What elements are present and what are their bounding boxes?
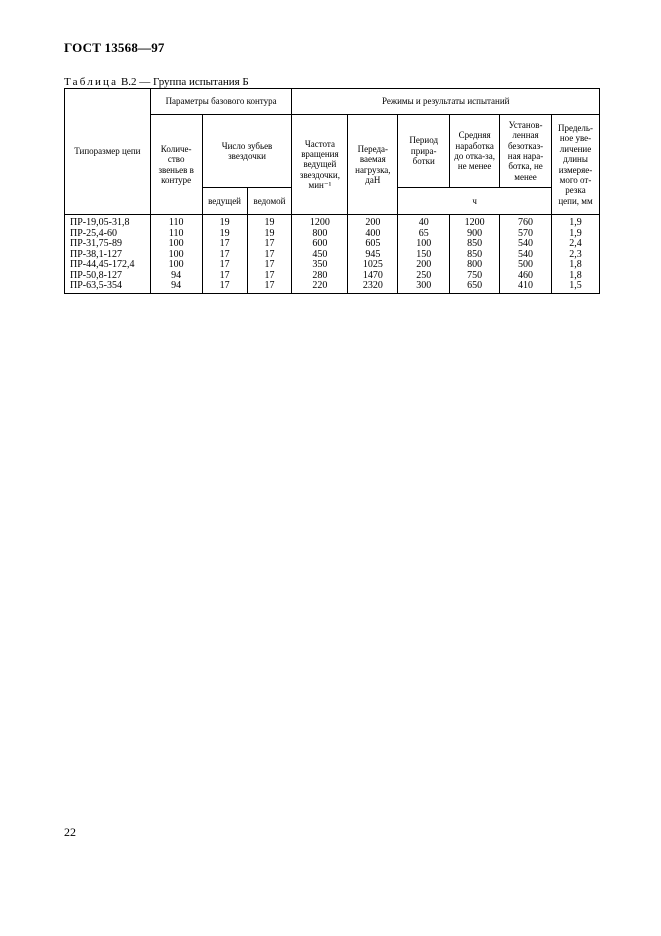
cell-driven-teeth: 17	[247, 271, 292, 282]
cell-running-in: 100	[398, 239, 450, 250]
header-base-contour: Параметры базового контура	[150, 89, 292, 115]
cell-reliable-time: 570	[500, 229, 552, 240]
header-driven-sprocket: ведомой	[247, 188, 292, 215]
cell-chain-type: ПР-31,75-89	[65, 239, 151, 250]
cell-elongation: 1,8	[552, 260, 600, 271]
cell-frequency: 1200	[292, 215, 348, 229]
cell-mean-time: 750	[450, 271, 500, 282]
cell-mean-time: 850	[450, 250, 500, 261]
cell-chain-type: ПР-25,4-60	[65, 229, 151, 240]
cell-links: 100	[150, 260, 202, 271]
cell-mean-time: 900	[450, 229, 500, 240]
cell-load: 400	[348, 229, 398, 240]
cell-chain-type: ПР-50,8-127	[65, 271, 151, 282]
header-driving-sprocket: ведущей	[202, 188, 247, 215]
cell-running-in: 65	[398, 229, 450, 240]
cell-driven-teeth: 17	[247, 260, 292, 271]
cell-reliable-time: 540	[500, 239, 552, 250]
cell-elongation: 2,4	[552, 239, 600, 250]
cell-driven-teeth: 17	[247, 281, 292, 293]
cell-links: 94	[150, 271, 202, 282]
cell-load: 2320	[348, 281, 398, 293]
cell-frequency: 600	[292, 239, 348, 250]
cell-driving-teeth: 17	[202, 281, 247, 293]
table-row	[65, 260, 600, 271]
header-transmitted-load: Переда-ваемая нагрузка, даН	[348, 115, 398, 215]
cell-elongation: 2,3	[552, 250, 600, 261]
cell-load: 1470	[348, 271, 398, 282]
cell-elongation: 1,8	[552, 271, 600, 282]
cell-running-in: 300	[398, 281, 450, 293]
table-caption-label: Таблица	[64, 76, 119, 88]
cell-mean-time: 800	[450, 260, 500, 271]
header-teeth-count: Число зубьев звездочки	[202, 115, 292, 188]
header-running-in-period: Период прира-ботки	[398, 115, 450, 188]
header-link-count: Количе-ство звеньев в контуре	[150, 115, 202, 215]
header-rotation-frequency: Частота вращения ведущей звездочки, мин⁻¹	[292, 115, 348, 215]
cell-frequency: 800	[292, 229, 348, 240]
cell-driven-teeth: 17	[247, 239, 292, 250]
cell-reliable-time: 760	[500, 215, 552, 229]
cell-load: 1025	[348, 260, 398, 271]
cell-elongation: 1,5	[552, 281, 600, 293]
page-number: 22	[64, 825, 76, 839]
cell-load: 605	[348, 239, 398, 250]
cell-elongation: 1,9	[552, 215, 600, 229]
cell-load: 945	[348, 250, 398, 261]
table-row	[65, 239, 600, 250]
test-results-table	[64, 88, 600, 294]
cell-driven-teeth: 17	[247, 250, 292, 261]
cell-elongation: 1,9	[552, 229, 600, 240]
header-test-modes: Режимы и результаты испытаний	[292, 89, 600, 115]
cell-driving-teeth: 17	[202, 250, 247, 261]
header-type-size: Типоразмер цепи	[65, 89, 151, 215]
cell-frequency: 220	[292, 281, 348, 293]
cell-reliable-time: 460	[500, 271, 552, 282]
header-max-elongation: Предель-ное уве-личение длины измеряе-мого от-резка цепи, мм	[552, 115, 600, 215]
cell-links: 110	[150, 229, 202, 240]
cell-running-in: 200	[398, 260, 450, 271]
cell-reliable-time: 540	[500, 250, 552, 261]
cell-chain-type: ПР-63,5-354	[65, 281, 151, 293]
header-reliable-operating-time: Установ-ленная безотказ-ная нара-ботка, не менее	[500, 115, 552, 188]
cell-driving-teeth: 19	[202, 229, 247, 240]
cell-chain-type: ПР-44,45-172,4	[65, 260, 151, 271]
cell-frequency: 450	[292, 250, 348, 261]
cell-chain-type: ПР-19,05-31,8	[65, 215, 151, 229]
cell-frequency: 280	[292, 271, 348, 282]
cell-load: 200	[348, 215, 398, 229]
table-caption-title: В.2 — Группа испытания Б	[118, 76, 249, 88]
cell-driving-teeth: 19	[202, 215, 247, 229]
cell-driving-teeth: 17	[202, 271, 247, 282]
cell-driving-teeth: 17	[202, 260, 247, 271]
cell-driven-teeth: 19	[247, 229, 292, 240]
cell-frequency: 350	[292, 260, 348, 271]
table-caption	[64, 76, 249, 88]
cell-driving-teeth: 17	[202, 239, 247, 250]
cell-links: 94	[150, 281, 202, 293]
cell-mean-time: 1200	[450, 215, 500, 229]
cell-reliable-time: 410	[500, 281, 552, 293]
cell-links: 100	[150, 239, 202, 250]
cell-chain-type: ПР-38,1-127	[65, 250, 151, 261]
cell-mean-time: 650	[450, 281, 500, 293]
cell-running-in: 150	[398, 250, 450, 261]
document-code: ГОСТ 13568—97	[64, 40, 165, 55]
cell-driven-teeth: 19	[247, 215, 292, 229]
header-unit-hours: ч	[398, 188, 552, 215]
cell-running-in: 250	[398, 271, 450, 282]
header-mean-time-to-failure: Средняя наработка до отка-за, не менее	[450, 115, 500, 188]
cell-running-in: 40	[398, 215, 450, 229]
cell-mean-time: 850	[450, 239, 500, 250]
table-row	[65, 281, 600, 293]
cell-reliable-time: 500	[500, 260, 552, 271]
cell-links: 110	[150, 215, 202, 229]
cell-links: 100	[150, 250, 202, 261]
table-row	[65, 215, 600, 229]
